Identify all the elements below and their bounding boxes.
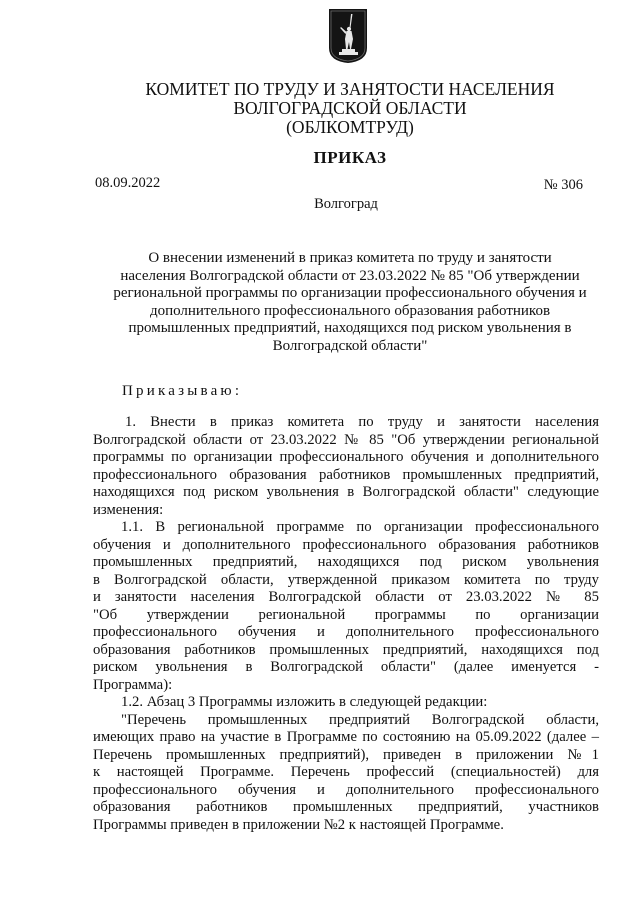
body-line: образования работников промышленных предприятий, находящихся под — [93, 641, 599, 658]
body-line: профессионального обучения и дополнительного профессионального — [93, 624, 599, 640]
body-line: находящихся под риском увольнения в Волгоградской области" следующие — [93, 484, 599, 500]
body-line: профессионального обучения и дополнительного профессионального — [93, 781, 599, 798]
body-line: к настоящей Программе. Перечень профессий (специальностей) для — [93, 764, 599, 780]
document-body — [93, 414, 599, 834]
body-line: промышленных предприятий, находящихся под риском увольнения — [93, 554, 599, 570]
subject-line: О внесении изменений в приказ комитета по труду и занятости — [148, 250, 552, 266]
subject-line: населения Волгоградской области от 23.03.2022 № 85 "Об утверждении — [120, 267, 580, 284]
document-subject — [90, 250, 610, 355]
subject-line: промышленных предприятий, находящихся под риском увольнения в — [128, 320, 572, 336]
subject-line: дополнительного профессионального образования работников — [149, 302, 551, 319]
body-line: в Волгоградской области, утвержденной приказом комитета по труду — [93, 571, 599, 588]
body-line: Перечень промышленных предприятий), приведен в приложении №1 — [93, 746, 599, 763]
coat-of-arms-icon — [328, 8, 368, 64]
subject-line: региональной программы по организации профессионального обучения и — [113, 285, 587, 301]
subject-line: Волгоградской области" — [272, 337, 428, 354]
body-line: "Об утверждении региональной программы по организации — [93, 606, 599, 623]
org-line: ВОЛГОГРАДСКОЙ ОБЛАСТИ — [233, 98, 467, 118]
body-line: "Перечень промышленных предприятий Волгоградской области, — [121, 711, 599, 728]
volgograd-emblem — [328, 8, 368, 64]
body-line: программы по организации профессионального обучения и дополнительного — [93, 449, 599, 465]
body-line: и занятости населения Волгоградской области от 23.03.2022 № 85 — [93, 589, 599, 605]
body-line: Программы приведен в приложении №2 к настоящей Программе. — [93, 816, 504, 833]
document-date: 08.09.2022 — [95, 175, 161, 191]
organization-name — [0, 80, 640, 137]
org-line: (ОБЛКОМТРУД) — [286, 117, 414, 137]
body-line: риском увольнения в Волгоградской области" (далее именуется - — [93, 659, 599, 675]
body-line: 1. Внести в приказ комитета по труду и занятости населения — [125, 414, 599, 430]
body-line: обучения и дополнительного профессионального образования работников — [93, 536, 599, 553]
body-line: Волгоградской области от 23.03.2022 № 85 "Об утверждении региональной — [93, 431, 599, 448]
body-line: образования работников промышленных предприятий, участников — [93, 799, 599, 815]
body-line: 1.2. Абзац 3 Программы изложить в следующей редакции: — [121, 694, 488, 710]
body-line: изменения: — [93, 501, 164, 518]
org-line: КОМИТЕТ ПО ТРУДУ И ЗАНЯТОСТИ НАСЕЛЕНИЯ — [145, 79, 555, 99]
order-directive: Приказываю: — [122, 383, 243, 399]
document-city: Волгоград — [314, 196, 378, 212]
body-line: профессионального образования работников промышленных предприятий, — [93, 466, 599, 483]
body-line: имеющих право на участие в Программе по состоянию на 05.09.2022 (далее – — [93, 729, 599, 745]
document-type: ПРИКАЗ — [313, 148, 387, 167]
body-line: Программа): — [93, 676, 173, 693]
document-number: № 306 — [543, 177, 583, 193]
body-line: 1.1. В региональной программе по организации профессионального — [121, 519, 599, 535]
